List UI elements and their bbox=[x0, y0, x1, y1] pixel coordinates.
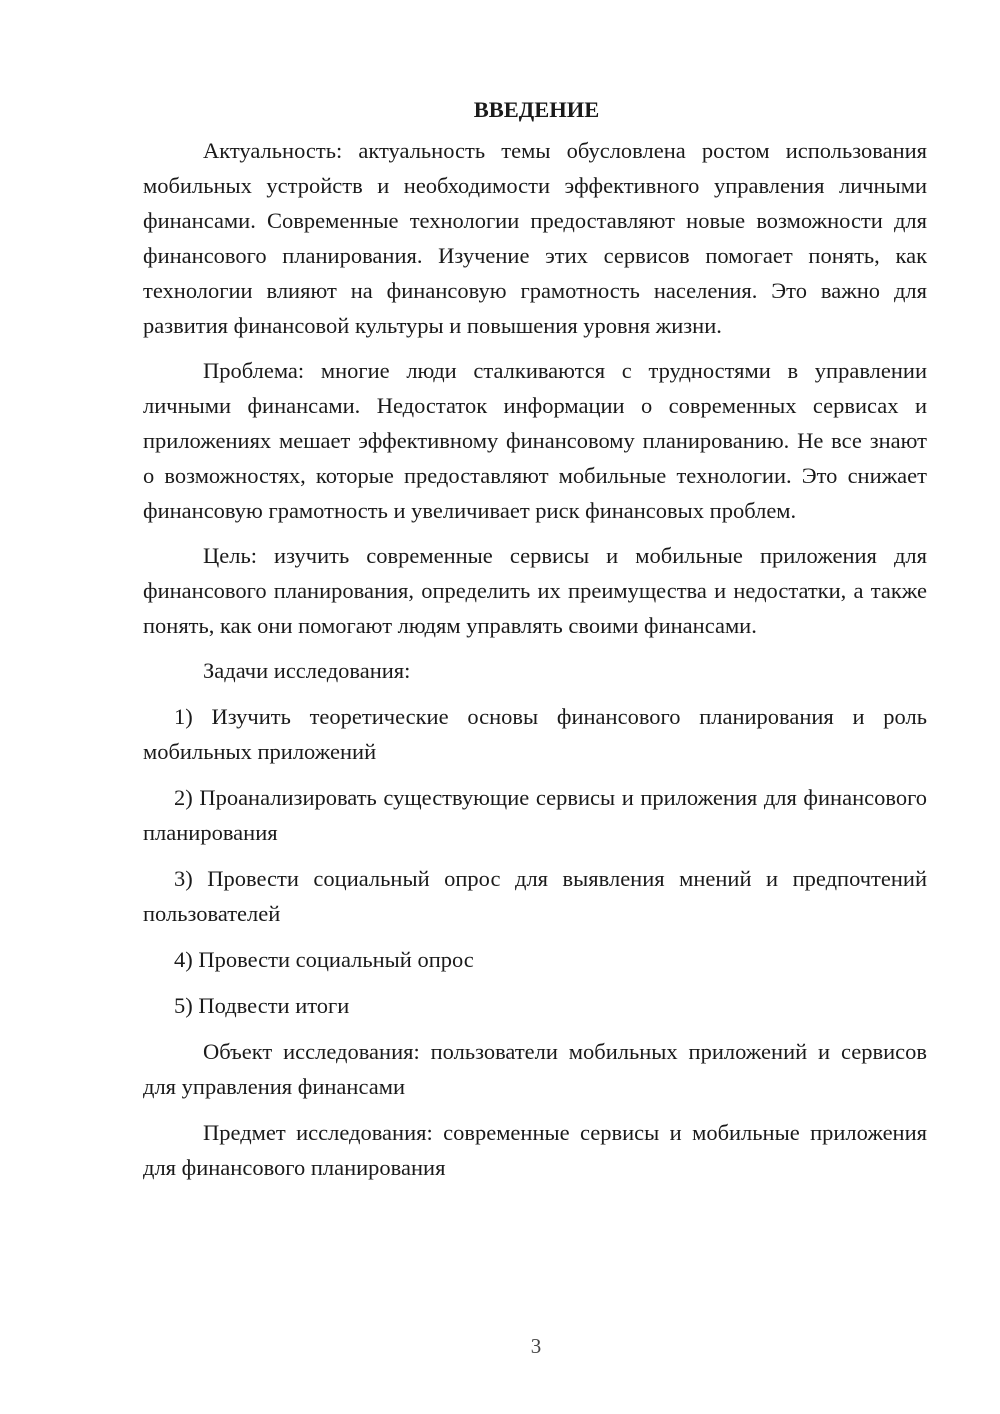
page-content bbox=[143, 95, 927, 1185]
spacer bbox=[143, 688, 927, 699]
page-number: 3 bbox=[530, 1334, 542, 1358]
spacer bbox=[143, 343, 927, 353]
spacer bbox=[143, 931, 927, 942]
spacer bbox=[143, 1023, 927, 1034]
spacer bbox=[143, 643, 927, 653]
relevance-paragraph: Актуальность: актуальность темы обусловлена ростом использования мобильных устройств и необходимости эффективного управления личными финансами. Современные технологии предоставляют новые возможности для финансового планирования. Изучение этих сервисов помогает понять, как технологии влияют на финансовую грамотность населения. Это важно для развития финансовой культуры и повышения уровня жизни. bbox=[143, 138, 927, 338]
goal-paragraph: Цель: изучить современные сервисы и мобильные приложения для финансового планирования, определить их преимущества и недостатки, а также понять, как они помогают людям управлять своими финансами. bbox=[143, 543, 927, 638]
tasks-heading: Задачи исследования: bbox=[203, 658, 411, 683]
task-item: 2) Проанализировать существующие сервисы и приложения для финансового планирования bbox=[143, 785, 927, 845]
problem-paragraph: Проблема: многие люди сталкиваются с трудностями в управлении личными финансами. Недостаток информации о современных сервисах и приложениях мешает эффективному финансовому планированию. Не все знают о возможностях, которые предоставляют мобильные технологии. Это снижает финансовую грамотность и увеличивает риск финансовых проблем. bbox=[143, 358, 927, 523]
task-item: 1) Изучить теоретические основы финансового планирования и роль мобильных приложений bbox=[143, 704, 927, 764]
spacer bbox=[143, 528, 927, 538]
spacer bbox=[143, 977, 927, 988]
task-item: 4) Провести социальный опрос bbox=[174, 947, 474, 972]
task-item: 5) Подвести итоги bbox=[174, 993, 350, 1018]
spacer bbox=[143, 850, 927, 861]
spacer bbox=[143, 125, 927, 133]
task-item: 3) Провести социальный опрос для выявления мнений и предпочтений пользователей bbox=[143, 866, 927, 926]
tasks-list bbox=[143, 699, 927, 1023]
object-paragraph: Объект исследования: пользователи мобильных приложений и сервисов для управления финансами bbox=[143, 1039, 927, 1099]
spacer bbox=[143, 1104, 927, 1115]
section-heading: ВВЕДЕНИЕ bbox=[473, 97, 600, 122]
spacer bbox=[143, 769, 927, 780]
subject-paragraph: Предмет исследования: современные сервисы и мобильные приложения для финансового планирования bbox=[143, 1120, 927, 1180]
